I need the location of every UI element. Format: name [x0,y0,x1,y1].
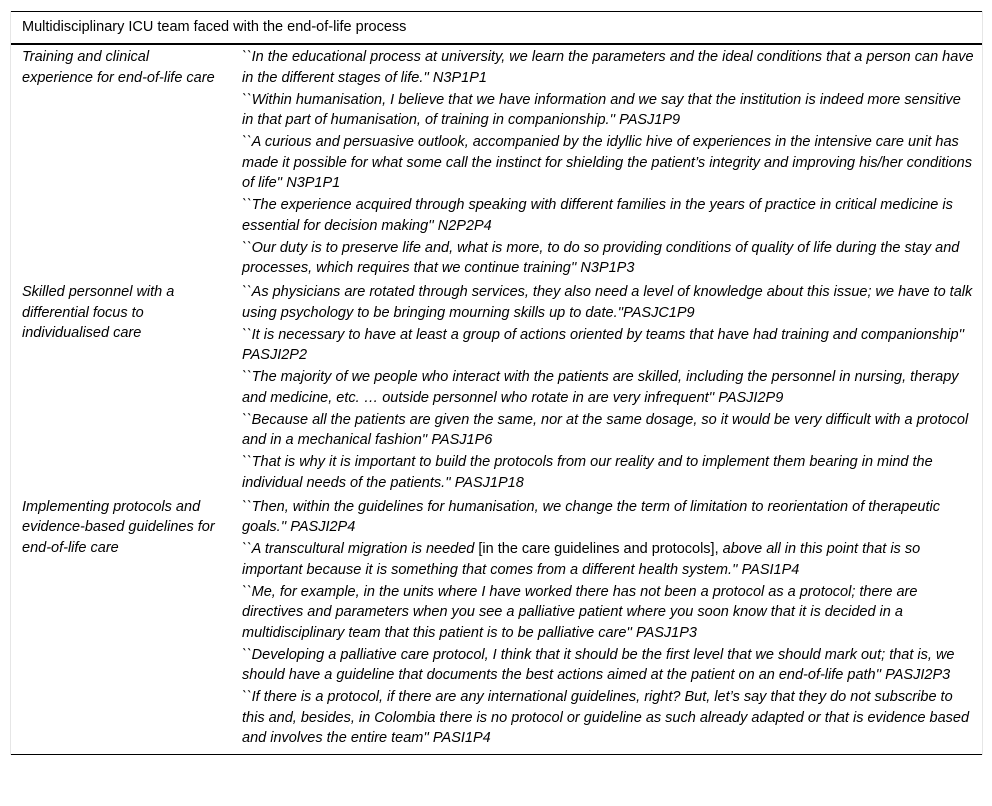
quotes-cell [232,44,982,280]
quotes-cell [232,495,982,755]
quote: ``In the educational process at university, we learn the parameters and the ideal conditions that a person can have in the different stages of life.'' N3P1P1 [242,49,974,86]
quotes-cell [232,280,982,495]
table-row [11,44,982,280]
quote: ``Developing a palliative care protocol, I think that it should be the first level that we should mark out; that is, we should have a guideline that documents the best actions aimed at the patient on an end-of-life path'' PASJI2P3 [242,646,955,683]
quote: ``Because all the patients are given the same, nor at the same dosage, so it would be very difficult with a protocol and in a mechanical fashion'' PASJ1P6 [242,411,969,448]
table-row [11,280,982,495]
table-header: Multidisciplinary ICU team faced with the end-of-life process [11,12,982,45]
theme-cell: Training and clinical experience for end-of-life care [22,49,215,86]
quote-editorial-insertion: [in the care guidelines and protocols], [478,541,719,557]
quote: ``Our duty is to preserve life and, what is more, to do so providing conditions of quality of life during the stay and processes, which requires that we continue training'' N3P1P3 [242,239,960,276]
qualitative-findings-table [11,11,982,755]
quote: ``The majority of we people who interact with the patients are skilled, including the personnel in nursing, therapy and medicine, etc. … outside personnel who rotate in are very infrequent'' PASJI2P9 [242,369,959,406]
quote: ``As physicians are rotated through services, they also need a level of knowledge about this issue; we have to talk using psychology to be bringing mourning skills up to date.''PASJC1P9 [242,284,973,321]
qualitative-findings-table-container [10,11,983,755]
quote: ``Within humanisation, I believe that we have information and we say that the institution is indeed more sensitive in that part of humanisation, of training in companionship.'' PASJ1P9 [242,91,961,128]
quote-text-after: above all in this point that is so important because it is something that comes from a different health system.'' PASI1P4 [242,541,921,578]
table-row [11,495,982,755]
quote-text-before: ``A transcultural migration is needed [242,541,479,557]
quote: ``If there is a protocol, if there are any international guidelines, right? But, let’s say that they do not subscribe to this and, besides, in Colombia there is no protocol or guideline as such already adapted or that is evidence based and involves the entire team'' PASI1P4 [242,689,970,746]
quote: ``Then, within the guidelines for humanisation, we change the term of limitation to reorientation of therapeutic goals.'' PASJI2P4 [242,498,940,535]
quote: ``Me, for example, in the units where I have worked there has not been a protocol as a protocol; there are directives and parameters when you see a palliative patient where you soon know that it is decided in a multidisciplinary team that this patient is to be palliative care'' PASJ1P3 [242,583,918,641]
quote: ``That is why it is important to build the protocols from our reality and to implement them bearing in mind the individual needs of the patients.'' PASJ1P18 [242,454,933,491]
quote: ``It is necessary to have at least a group of actions oriented by teams that have had training and companionship'' PASJI2P2 [242,326,965,363]
quote: ``The experience acquired through speaking with different families in the years of practice in critical medicine is essential for decision making'' N2P2P4 [242,197,953,234]
theme-cell: Skilled personnel with a differential focus to individualised care [22,284,175,341]
quote: ``A curious and persuasive outlook, accompanied by the idyllic hive of experiences in the intensive care unit has made it possible for what some call the instinct for shielding the patient’s integrity and improving his/her conditions of life'' N3P1P1 [242,134,972,191]
theme-cell: Implementing protocols and evidence-based guidelines for end-of-life care [11,495,232,755]
table-header-row [11,12,982,45]
quote [242,539,974,580]
